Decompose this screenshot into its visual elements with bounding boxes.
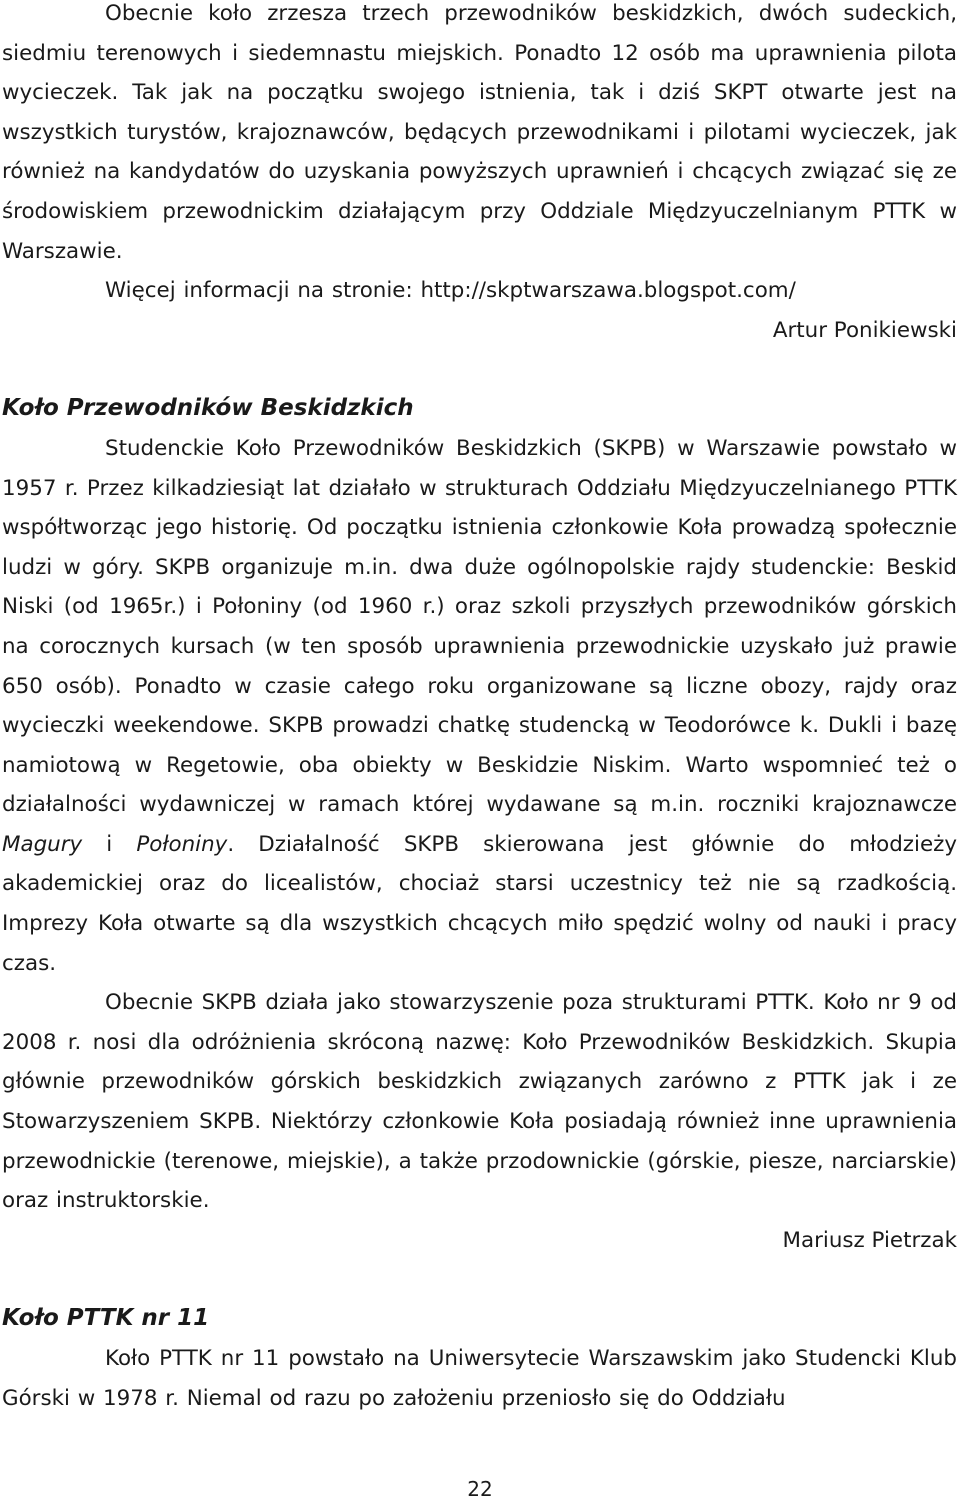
author-signature: Mariusz Pietrzak (782, 1227, 957, 1253)
section-paragraph (2, 429, 957, 983)
italic-title: Magury (2, 831, 83, 857)
text-span: Studenckie Koło Przewodników Beskidzkich (SKPB) w Warszawie powstało w 1957 r. Przez kilkadziesiąt lat działało w strukturach Oddziału Międzyuczelnianego PTTK współtworząc jego historię. Od początku istnienia członkowie Koła prowadzą społecznie ludzi w góry. SKPB organizuje m.in. dwa duże ogólnopolskie rajdy studenckie: Beskid Niski (od 1965r.) i Połoniny (od 1960 r.) oraz szkoli przyszłych przewodników górskich na corocznych kursach (w ten sposób uprawnienia przewodnickie uzyskało już prawie 650 osób). Ponadto w czasie całego roku organizowane są liczne obozy, rajdy oraz wycieczki weekendowe. SKPB prowadzi chatkę studencką w Teodorówce k. Dukli i bazę namiotową w Regetowie, oba obiekty w Beskidzie Niskim. Warto wspomnieć też o działalności wydawniczej w ramach której wydawane są m.in. roczniki krajoznawcze (2, 435, 957, 818)
more-info-line: Więcej informacji na stronie: http://skptwarszawa.blogspot.com/ (105, 278, 796, 304)
author-signature: Artur Ponikiewski (772, 317, 957, 343)
section-paragraph: Koło PTTK nr 11 powstało na Uniwersytecie Warszawskim jako Studencki Klub Górski w 1978 r. Niemal od razu po założeniu przeniosło się do Oddziału (2, 1346, 957, 1411)
document-page (2, 0, 957, 1418)
section-heading: Koło Przewodników Beskidzkich (2, 395, 414, 422)
page-number: 22 (467, 1477, 493, 1501)
text-span: i (82, 831, 137, 857)
italic-title: Połoniny (136, 831, 228, 857)
intro-paragraph: Obecnie koło zrzesza trzech przewodników beskidzkich, dwóch sudeckich, siedmiu terenowych i siedemnastu miejskich. Ponadto 12 osób ma uprawnienia pilota wycieczek. Tak jak na początku swojego istnienia, tak i dziś SKPT otwarte jest na wszystkich turystów, krajoznawców, będących przewodnikami i pilotami wycieczek, jak również na kandydatów do uzyskania powyższych uprawnień i chcących związać się ze środowiskiem przewodnickim działającym przy Oddziale Międzyuczelnianym PTTK w Warszawie. (2, 1, 957, 264)
text-span: . Działalność SKPB skierowana jest głównie do młodzieży akademickiej oraz do licealistów, chociaż starsi uczestnicy też nie są rzadkością. Imprezy Koła otwarte są dla wszystkich chcących miło spędzić wolny od nauki i pracy czas. (2, 831, 957, 976)
section-heading: Koło PTTK nr 11 (2, 1305, 210, 1332)
section-paragraph: Obecnie SKPB działa jako stowarzyszenie poza strukturami PTTK. Koło nr 9 od 2008 r. nosi dla odróżnienia skróconą nazwę: Koło Przewodników Beskidzkich. Skupia głównie przewodników górskich beskidzkich związanych zarówno z PTTK jak i ze Stowarzyszeniem SKPB. Niektórzy członkowie Koła posiadają również inne uprawnienia przewodnickie (terenowe, miejskie), a także przodownickie (górskie, piesze, narciarskie) oraz instruktorskie. (2, 990, 957, 1214)
